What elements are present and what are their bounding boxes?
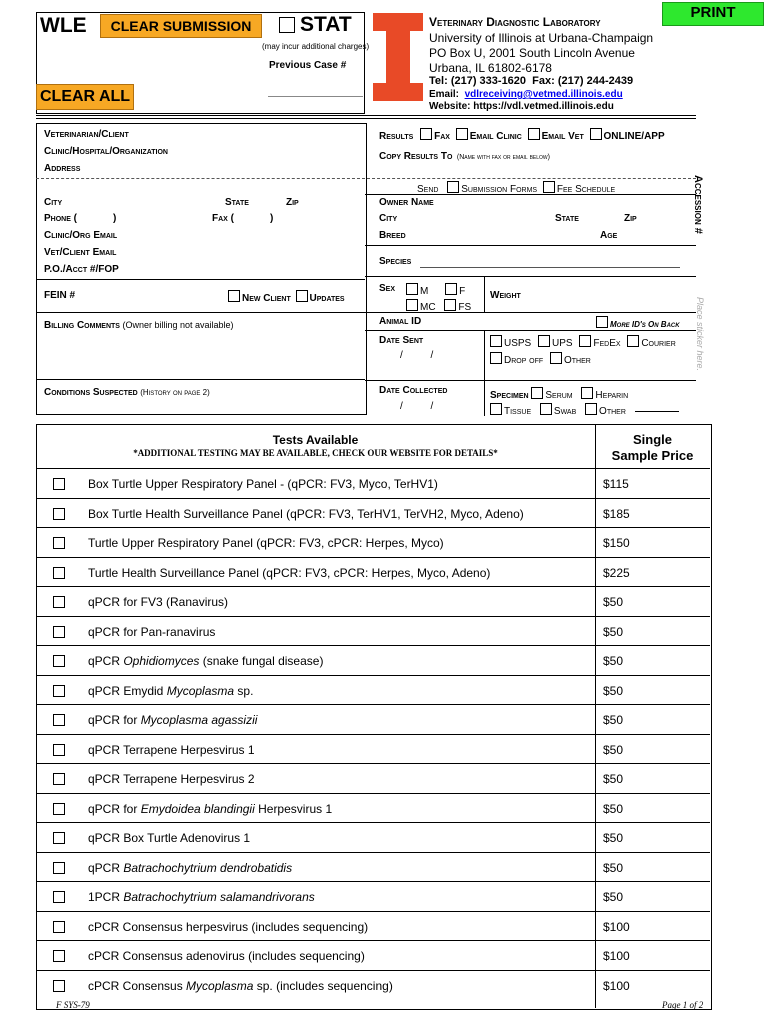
test-name: Turtle Upper Respiratory Panel (qPCR: FV3, cPCR: Herpes, Myco) [88, 536, 444, 550]
email-vet-checkbox[interactable] [528, 128, 540, 140]
test-price: $50 [603, 654, 624, 668]
vet-email-label: Vet/Client Email [44, 247, 117, 258]
animal-id-label: Animal ID [379, 316, 422, 327]
state-label: State [225, 197, 249, 208]
table-row [36, 912, 710, 942]
test-checkbox[interactable] [53, 980, 65, 992]
fein-label: FEIN # [44, 290, 76, 301]
test-name: qPCR Terrapene Herpesvirus 1 [88, 742, 255, 757]
other-specimen-line[interactable] [635, 411, 679, 412]
table-row [36, 853, 710, 883]
test-name: cPCR Consensus herpesvirus (includes sequencing) [88, 919, 369, 934]
test-price: $150 [603, 536, 630, 550]
test-price: $50 [603, 890, 624, 904]
test-checkbox[interactable] [53, 537, 65, 549]
zip-label: Zip [286, 197, 299, 208]
serum-checkbox[interactable] [531, 387, 543, 399]
test-price: $50 [603, 860, 624, 875]
test-name: Box Turtle Upper Respiratory Panel - (qPCR: FV3, Myco, TerHV1) [88, 477, 438, 491]
species-line[interactable] [420, 267, 680, 268]
table-row [36, 587, 710, 617]
divider [484, 330, 485, 380]
updates-checkbox[interactable] [296, 290, 308, 302]
fee-schedule-checkbox[interactable] [543, 181, 555, 193]
test-price: $50 [603, 624, 624, 639]
clinic-label: Clinic/Hospital/Organization [44, 146, 168, 157]
test-name: Turtle Health Surveillance Panel (qPCR: FV3, cPCR: Herpes, Myco, Adeno) [88, 565, 491, 580]
sex-m-checkbox[interactable] [406, 283, 418, 295]
table-row [36, 676, 710, 706]
test-checkbox[interactable] [53, 950, 65, 962]
test-checkbox[interactable] [53, 567, 65, 579]
test-checkbox[interactable] [53, 508, 65, 520]
table-row [36, 971, 710, 1001]
vet-client-label: Veterinarian/Client [44, 129, 129, 140]
divider [36, 312, 365, 313]
test-checkbox[interactable] [53, 744, 65, 756]
test-price: $115 [603, 477, 629, 491]
table-row [36, 646, 710, 676]
table-row [36, 528, 710, 558]
online-checkbox[interactable] [590, 128, 602, 140]
more-ids-option: More ID's On Back [596, 316, 680, 329]
divider [484, 276, 485, 312]
test-checkbox[interactable] [53, 626, 65, 638]
test-checkbox[interactable] [53, 862, 65, 874]
date-collected-label: Date Collected [379, 385, 448, 396]
drop-off-checkbox[interactable] [490, 352, 502, 364]
tests-title: Tests Available [272, 433, 359, 447]
clear-all-button[interactable]: CLEAR ALL [36, 84, 134, 110]
stat-note: (may incur additional charges) [262, 42, 370, 51]
sticker-note: Place sticker here. [695, 297, 705, 372]
test-name: qPCR Terrapene Herpesvirus 2 [88, 772, 255, 786]
table-row [36, 941, 710, 971]
stat-checkbox[interactable] [279, 17, 295, 33]
fedex-checkbox[interactable] [579, 335, 591, 347]
date-sent-label: Date Sent [379, 335, 424, 346]
test-price: $50 [603, 683, 624, 698]
more-ids-checkbox[interactable] [596, 316, 608, 328]
divider [36, 115, 696, 116]
test-checkbox[interactable] [53, 685, 65, 697]
address-label: Address [44, 163, 81, 174]
accession-label: Accession # [692, 175, 704, 234]
divider [484, 380, 485, 416]
test-checkbox[interactable] [53, 714, 65, 726]
clear-submission-button[interactable]: CLEAR SUBMISSION [100, 14, 262, 38]
owner-name-label: Owner Name [379, 197, 434, 208]
swab-checkbox[interactable] [540, 403, 552, 415]
sex-mc-checkbox[interactable] [406, 299, 418, 311]
test-name: qPCR for Emydoidea blandingii Herpesvirus 1 [88, 801, 333, 816]
divider [365, 194, 696, 195]
divider [365, 245, 696, 246]
lab-email: Email: vdlreceiving@vetmed.illinois.edu [429, 89, 623, 100]
test-price: $50 [603, 713, 624, 727]
table-row [36, 469, 710, 499]
wle-label: WLE [40, 14, 87, 37]
table-row [36, 705, 710, 735]
lab-name: Veterinary Diagnostic Laboratory [429, 15, 601, 29]
test-name: qPCR Box Turtle Adenovirus 1 [88, 831, 251, 845]
stat-label: STAT [300, 13, 352, 36]
table-row [36, 882, 710, 912]
test-name: cPCR Consensus Mycoplasma sp. (includes sequencing) [88, 978, 393, 993]
sex-f-checkbox[interactable] [445, 283, 457, 295]
form-id: F SYS-79 [56, 1000, 90, 1010]
divider [36, 279, 365, 280]
copy-results-row: Copy Results To (Name with fax or email below) [379, 151, 550, 162]
divider [36, 118, 696, 119]
divider [365, 276, 696, 277]
table-row [36, 558, 710, 588]
divider [365, 330, 696, 331]
test-name: qPCR for Pan-ranavirus [88, 624, 216, 639]
billing-comments: Billing Comments (Owner billing not available) [44, 320, 234, 331]
other-specimen-checkbox[interactable] [585, 403, 597, 415]
weight-label: Weight [490, 290, 521, 301]
test-price: $50 [603, 831, 624, 845]
test-name: qPCR Emydid Mycoplasma sp. [88, 683, 254, 698]
test-price: $50 [603, 595, 624, 609]
test-checkbox[interactable] [53, 773, 65, 785]
test-checkbox[interactable] [53, 803, 65, 815]
tissue-checkbox[interactable] [490, 403, 502, 415]
results-row: Results Fax Email Clinic Email Vet ONLINE/APP [379, 128, 665, 142]
print-button[interactable]: PRINT [662, 2, 764, 26]
date-sent-slashes[interactable]: / / [400, 350, 434, 361]
lab-phone: Tel: (217) 333-1620 Fax: (217) 244-2439 [429, 75, 634, 87]
courier-checkbox[interactable] [627, 335, 639, 347]
heparin-checkbox[interactable] [581, 387, 593, 399]
age-label: Age [600, 230, 618, 241]
owner-state-label: State [555, 213, 579, 224]
city-label: City [44, 197, 63, 208]
sex-label: Sex [379, 283, 396, 294]
owner-city-label: City [379, 213, 398, 224]
previous-case-line[interactable] [268, 96, 363, 97]
send-row: Send Submission Forms Fee Schedule [417, 181, 615, 195]
tests-note: *ADDITIONAL TESTING MAY BE AVAILABLE, CHECK OUR WEBSITE FOR DETAILS* [133, 448, 498, 458]
date-collected-slashes[interactable]: / / [400, 401, 434, 412]
previous-case-label: Previous Case # [269, 60, 347, 71]
test-name: qPCR for FV3 (Ranavirus) [88, 595, 229, 609]
univ-name: University of Illinois at Urbana-Champaign [429, 31, 654, 45]
test-checkbox[interactable] [53, 478, 65, 490]
divider [365, 380, 696, 381]
test-price: $50 [603, 801, 624, 816]
owner-zip-label: Zip [624, 213, 637, 224]
test-price: $50 [603, 742, 624, 757]
lab-address-2: Urbana, IL 61802-6178 [429, 61, 552, 75]
table-row [36, 499, 710, 529]
test-name: qPCR for Mycoplasma agassizii [88, 713, 258, 727]
submission-forms-checkbox[interactable] [447, 181, 459, 193]
price-header: Single Sample Price [611, 432, 694, 463]
specimen-options: Specimen Serum Heparin Tissue Swab Other [490, 387, 628, 419]
other-carrier-checkbox[interactable] [550, 352, 562, 364]
usps-checkbox[interactable] [490, 335, 502, 347]
illinois-i-logo [373, 13, 423, 101]
table-row [36, 764, 710, 794]
sex-fs-checkbox[interactable] [444, 299, 456, 311]
test-price: $50 [603, 772, 624, 786]
test-checkbox[interactable] [53, 655, 65, 667]
test-price: $100 [603, 949, 630, 963]
lab-website: Website: https://vdl.vetmed.illinois.edu [429, 101, 614, 112]
table-row [36, 794, 710, 824]
new-client-checkbox[interactable] [228, 290, 240, 302]
table-row [36, 617, 710, 647]
table-row [36, 735, 710, 765]
ups-checkbox[interactable] [538, 335, 550, 347]
divider [365, 312, 696, 313]
phone-label: Phone ( ) [44, 213, 117, 224]
test-name: 1PCR Batrachochytrium salamandrivorans [88, 890, 315, 904]
test-checkbox[interactable] [53, 832, 65, 844]
test-name: qPCR Batrachochytrium dendrobatidis [88, 860, 293, 875]
fax-checkbox[interactable] [420, 128, 432, 140]
carrier-options: USPS UPS FedEx Courier Drop off Other [490, 335, 676, 369]
test-price: $185 [603, 506, 630, 521]
test-checkbox[interactable] [53, 596, 65, 608]
test-price: $225 [603, 565, 630, 580]
conditions-suspected: Conditions Suspected (History on page 2) [44, 387, 210, 398]
fax-label: Fax ( ) [212, 213, 274, 224]
lab-address-1: PO Box U, 2001 South Lincoln Avenue [429, 46, 635, 60]
species-label: Species [379, 256, 412, 267]
test-checkbox[interactable] [53, 921, 65, 933]
new-client-option: New Client Updates [228, 290, 345, 304]
sex-options: M F MC FS [406, 283, 471, 315]
table-row [36, 823, 710, 853]
test-name: Box Turtle Health Surveillance Panel (qPCR: FV3, TerHV1, TerVH2, Myco, Adeno) [88, 506, 524, 521]
page-number: Page 1 of 2 [662, 1000, 704, 1010]
po-acct-label: P.O./Acct #/FOP [44, 264, 119, 275]
clinic-email-label: Clinic/Org Email [44, 230, 118, 241]
email-clinic-checkbox[interactable] [456, 128, 468, 140]
breed-label: Breed [379, 230, 406, 241]
test-price: $100 [603, 978, 630, 993]
email-link[interactable]: vdlreceiving@vetmed.illinois.edu [464, 89, 623, 100]
test-checkbox[interactable] [53, 891, 65, 903]
divider [36, 178, 696, 179]
test-price: $100 [603, 919, 630, 934]
test-name: cPCR Consensus adenovirus (includes sequencing) [88, 949, 365, 963]
divider [36, 379, 365, 380]
test-name: qPCR Ophidiomyces (snake fungal disease) [88, 654, 324, 668]
